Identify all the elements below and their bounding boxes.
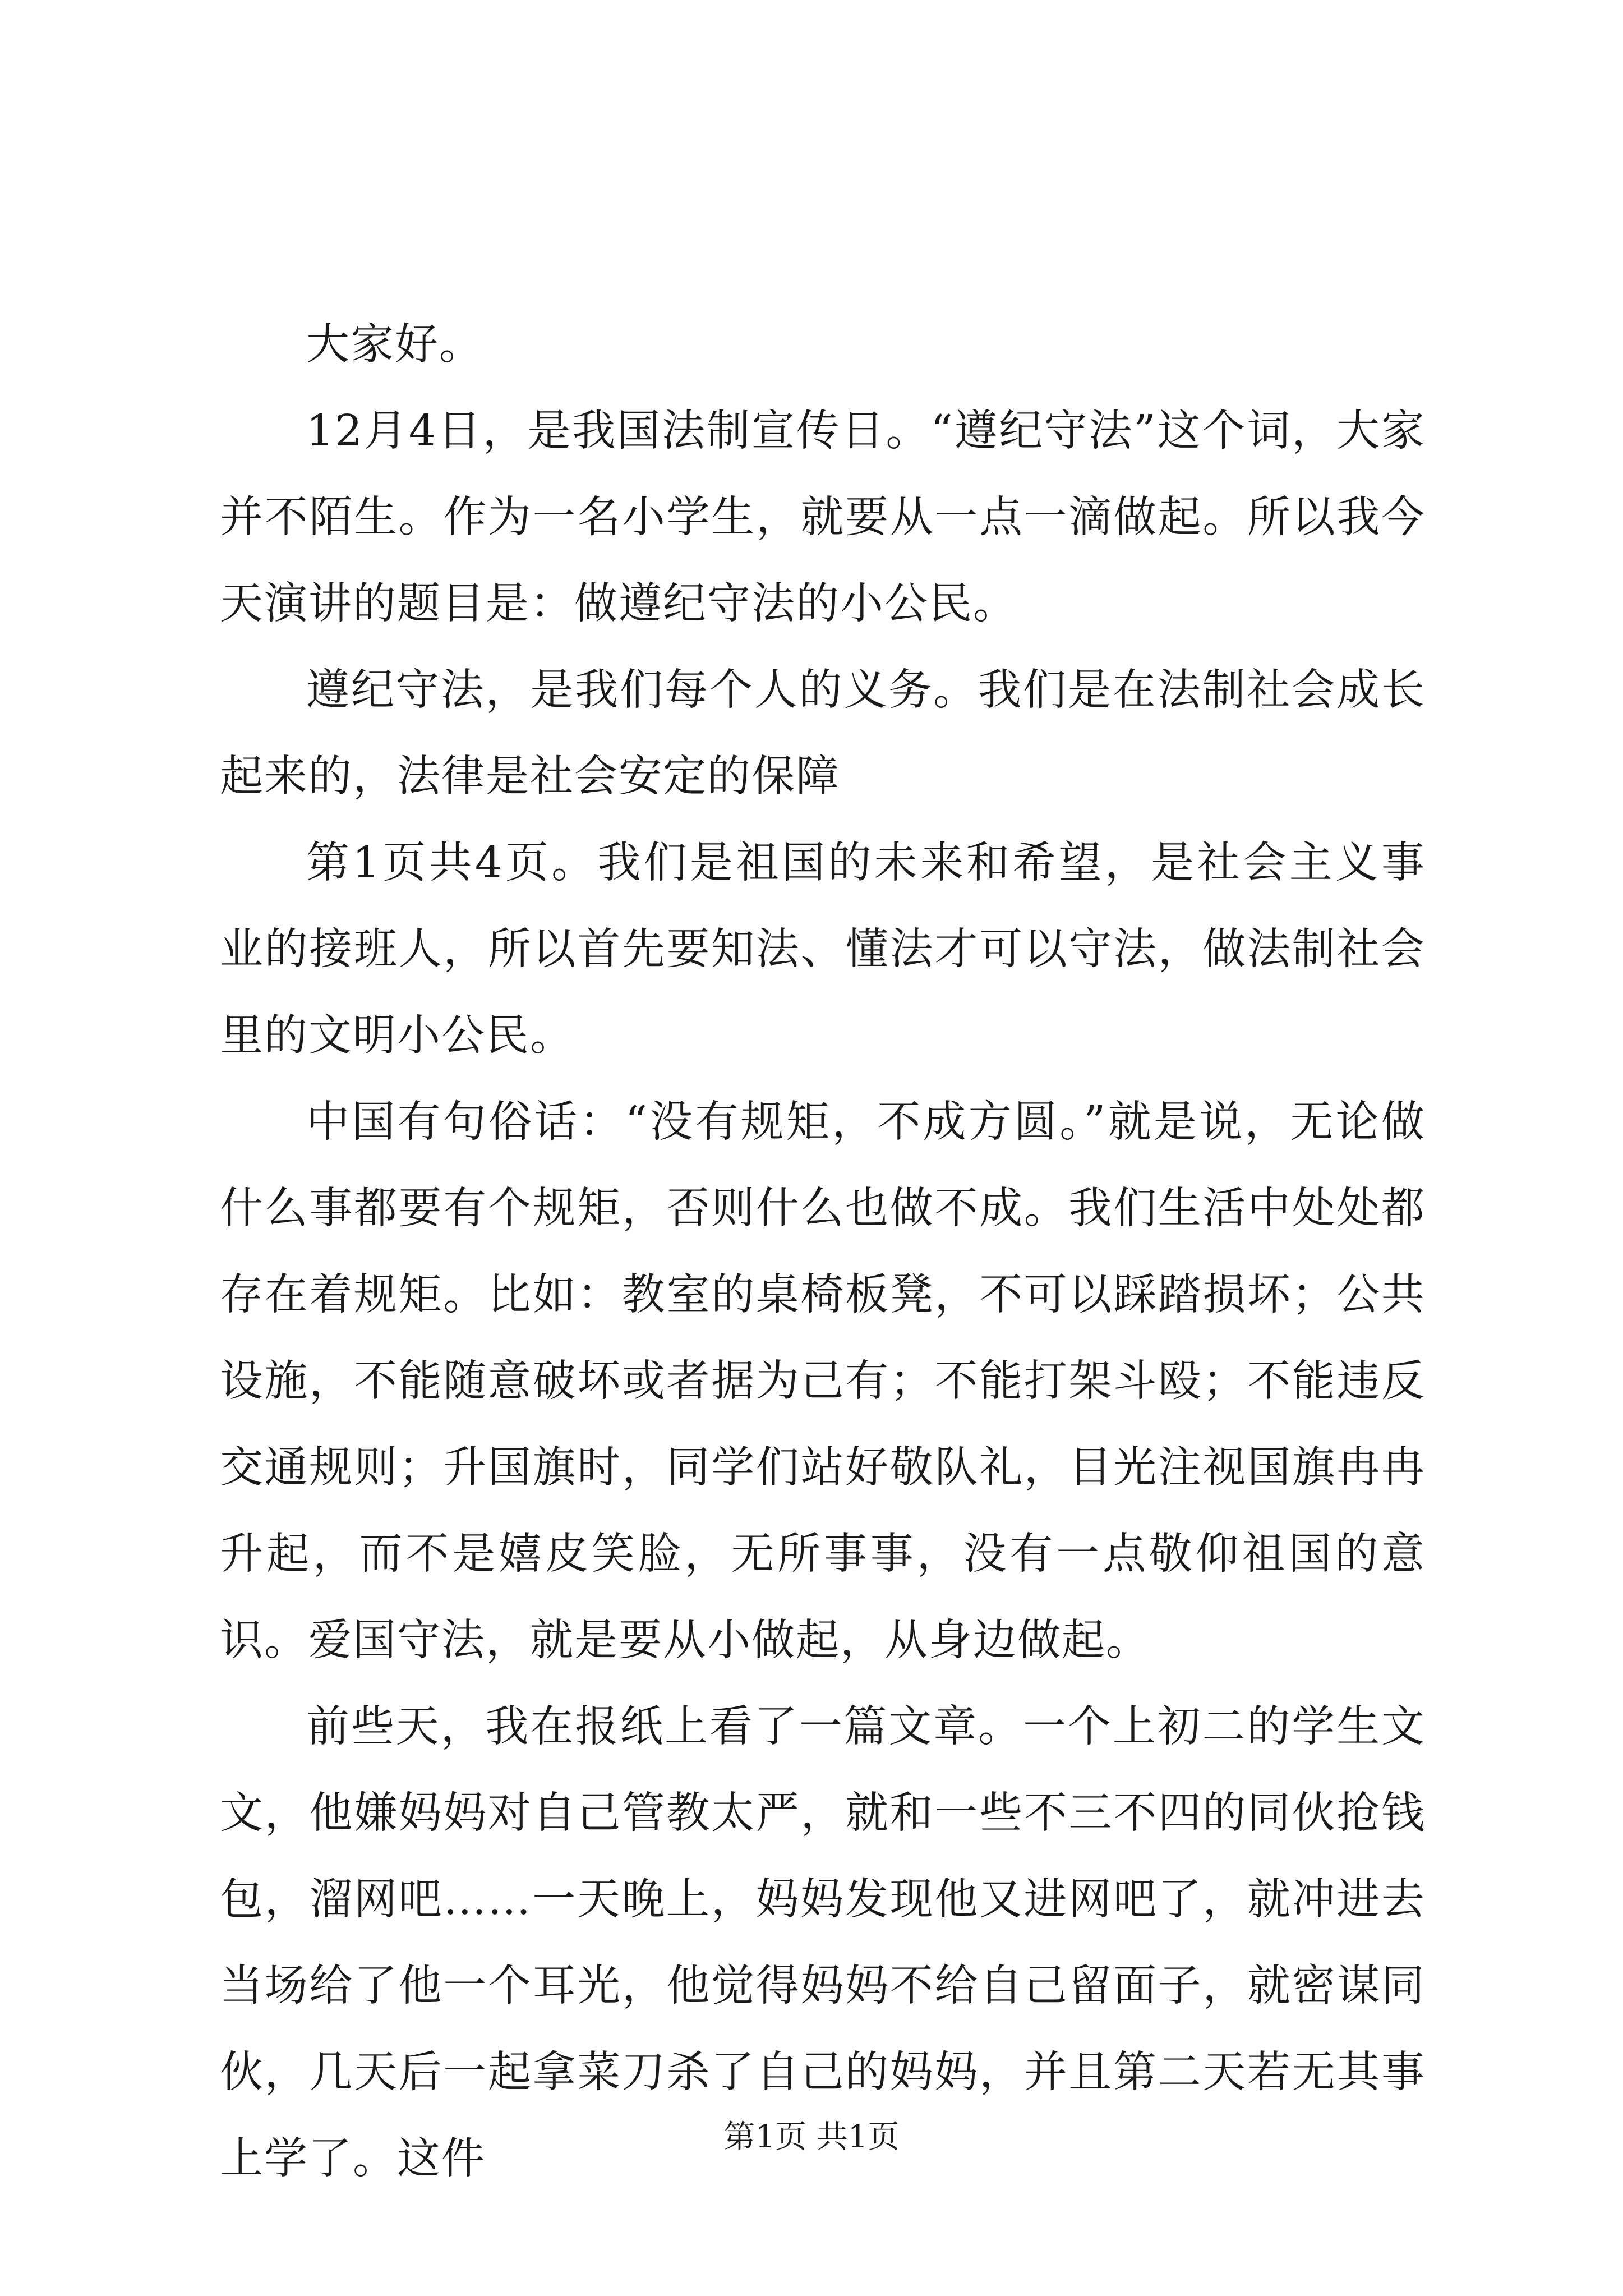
paragraph-future: 第1页共4页。我们是祖国的未来和希望，是社会主义事业的接班人，所以首先要知法、懂法才可以守法，做法制社会里的文明小公民。 [220,838,1426,1061]
paragraph-story: 前些天，我在报纸上看了一篇文章。一个上初二的学生文文，他嫌妈妈对自己管教太严，就和一些不三不四的同伙抢钱包，溜网吧……一天晚上，妈妈发现他又进网吧了，就冲进去当场给了他一个耳光，他觉得妈妈不给自己留面子，就密谋同伙，几天后一起拿菜刀杀了自己的妈妈，并且第二天若无其事上学了。这件 [220,1702,1426,2184]
paragraph-greeting: 大家好。 [306,320,483,370]
page-footer: 第1页 共1页 [723,2119,900,2155]
paragraph-duty: 遵纪守法，是我们每个人的义务。我们是在法制社会成长起来的，法律是社会安定的保障 [220,665,1426,802]
paragraph-rules: 中国有句俗话：“没有规矩，不成方圆。”就是说，无论做什么事都要有个规矩，否则什么也做不成。我们生活中处处都存在着规矩。比如：教室的桌椅板凳，不可以踩踏损坏；公共设施，不能随意破坏或者据为己有；不能打架斗殴；不能违反交通规则；升国旗时，同学们站好敬队礼，目光注视国旗冉冉升起，而不是嬉皮笑脸，无所事事，没有一点敬仰祖国的意识。爱国守法，就是要从小做起，从身边做起。 [220,1097,1426,1665]
paragraph-intro: 12月4日，是我国法制宣传日。“遵纪守法”这个词，大家并不陌生。作为一名小学生，就要从一点一滴做起。所以我今天演讲的题目是：做遵纪守法的小公民。 [220,406,1426,629]
document-body [220,302,1426,2202]
